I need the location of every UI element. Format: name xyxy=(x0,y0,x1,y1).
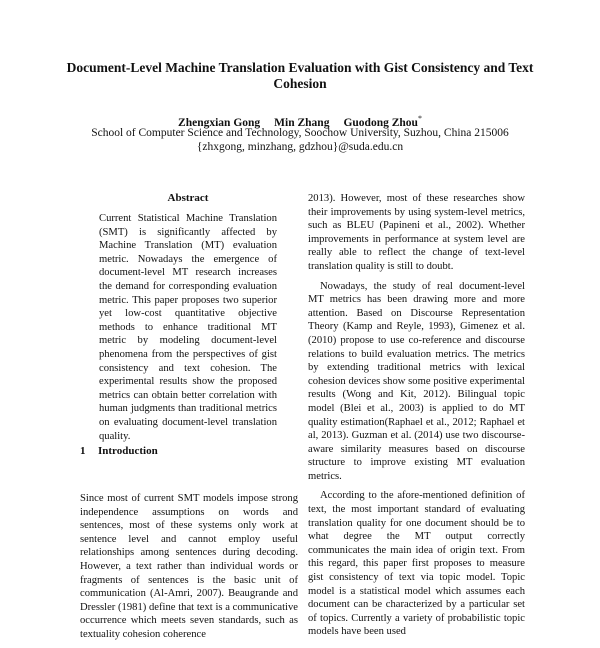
author-name: Guodong Zhou xyxy=(343,116,418,129)
author-name: Min Zhang xyxy=(274,116,330,129)
section-number: 1 xyxy=(80,445,86,457)
paragraph: According to the afore-mentioned definition of text, the most important standard of evaluating translation quality for one document should be to what degree the MT output correctly communicates the main idea of origin text. From this regard, this paper first proposes to measure gist consistency of text via topic model. Topic model is a statistical model which assumes each document can be characterized by a particular set of topics. Currently a variety of probabilistic topic models have been used xyxy=(308,490,525,638)
abstract-heading: Abstract xyxy=(167,192,209,204)
section-heading-introduction xyxy=(80,445,158,457)
introduction-paragraph: Since most of current SMT models impose strong independence assumptions on words and sentences, most of these systems only work at sentence level and cannot employ useful relationships among sentences during decoding. However, a text rather than individual words or fragments of sentences is the basic unit of communication (Al-Amri, 2007). Beaugrande and Dressler (1981) define that text is a communicative occurrence which meets seven standards, such as textuality cohesion coherence xyxy=(80,493,298,640)
paragraph: 2013). However, most of these researches show their improvements by using system-level metrics, such as BLEU (Papineni et al., 2002). Whether improvements in performance at system level are really able to reflect the change of text-level translation quality is still to doubt. xyxy=(308,193,525,272)
introduction-body xyxy=(80,492,298,648)
right-column xyxy=(308,192,525,645)
paper-title: Document-Level Machine Translation Evaluation with Gist Consistency and Text Cohesion xyxy=(66,60,534,91)
corresponding-author-mark: * xyxy=(417,114,422,123)
abstract-text: Current Statistical Machine Translation (SMT) is significantly affected by Machine Translation (MT) evaluation metric. Nowadays the emergence of document-level MT research increases the demand for corresponding evaluation metric. This paper proposes two superior yet low-cost quantitative objective methods to enhance traditional MT metric by modeling document-level phenomena from the perspectives of gist consistency and text cohesion. The experimental results show the proposed metrics can obtain better correlation with human judgments than traditional metrics on evaluating document-level translation quality. xyxy=(99,213,277,442)
paragraph: Nowadays, the study of real document-level MT metrics has been drawing more and more attention. Based on Discourse Representation Theory (Kamp and Reyle, 1993), Gimenez et al. (2010) propose to use co-reference and discourse relations to build evaluation metrics. The metrics by extending traditional metrics with lexical cohesion devices show some positive experimental results (Wong and Kit, 2012). Bilingual topic model (Blei et al., 2003) is applied to do MT quality estimation(Raphael et al., 2012; Raphael et al, 2013). Guzman et al. (2014) use two discourse-aware similarity measures based on discourse structure to improve existing MT evaluation metrics. xyxy=(308,280,525,482)
affiliation: School of Computer Science and Technology, Soochow University, Suzhou, China 215006 xyxy=(91,127,509,139)
author-name: Zhengxian Gong xyxy=(178,116,261,129)
section-title: Introduction xyxy=(98,445,158,457)
abstract-body xyxy=(99,212,277,449)
author-email: {zhxgong, minzhang, gdzhou}@suda.edu.cn xyxy=(196,141,404,153)
